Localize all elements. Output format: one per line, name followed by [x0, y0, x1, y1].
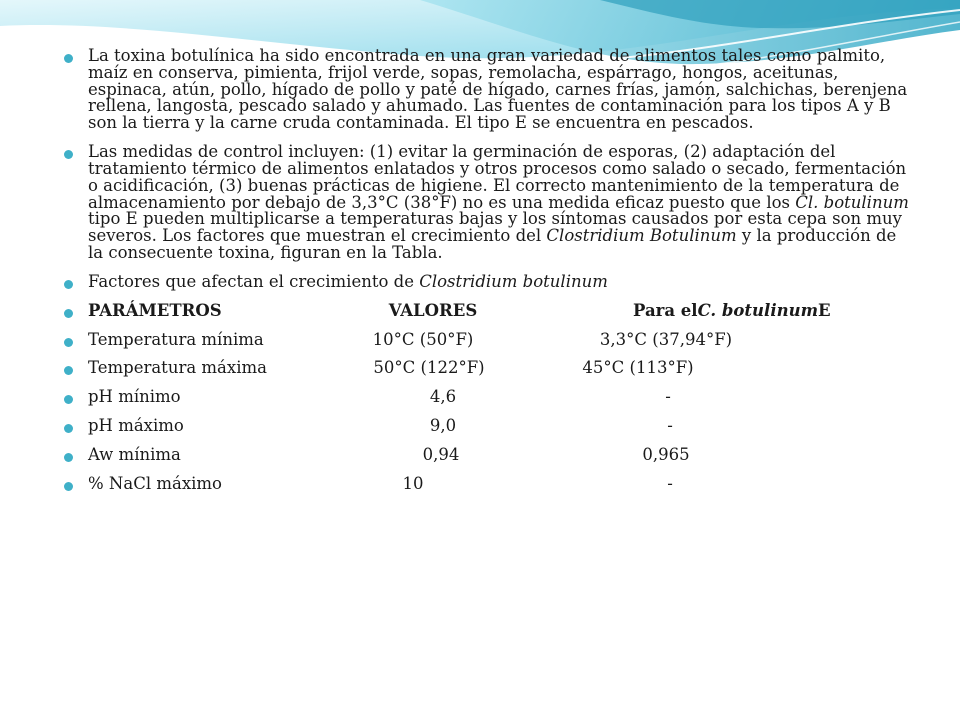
slide-content [62, 48, 912, 505]
bullet-paragraph-2 [62, 144, 912, 262]
row-botulinum: 0,965 [642, 444, 690, 464]
paragraph-text: tipo E pueden multiplicarse a temperaturas bajas y los síntomas causados por esta cepa son muy severos. Los factores que muestran el crecimiento del [88, 209, 902, 246]
table-row [62, 473, 912, 493]
table-header-text [88, 301, 831, 320]
paragraph-text: y la producción de la consecuente toxina, figuran en la Tabla. [88, 226, 897, 263]
row-param: Temperatura mínima [88, 329, 264, 349]
header-para-el: Para el [633, 300, 698, 320]
table-row [62, 444, 912, 464]
bullet-paragraph-1 [62, 48, 912, 132]
header-parametros: PARÁMETROS [88, 300, 222, 320]
row-valor: 0,94 [422, 444, 460, 464]
row-botulinum: 45°C (113°F) [582, 358, 694, 378]
row-valor: 9,0 [429, 416, 457, 436]
table-row [62, 389, 912, 406]
table-row [62, 360, 912, 377]
paragraph-text: Las medidas de control incluyen: (1) evitar la germinación de esporas, (2) adaptación del tratamiento térmico de alimentos enlatados y otros procesos como salado o secado, fermentación o acidificación, (3) buenas prácticas de higiene. El correcto mantenimiento de la temperatura de almacenamiento por debajo de 3,3°C (38°F) no es una medida eficaz puesto que los [88, 142, 907, 212]
row-botulinum: - [667, 473, 673, 493]
table-row [62, 418, 912, 435]
paragraph-text: Cl. botulinum [795, 192, 909, 212]
bullet-paragraph-3 [62, 271, 912, 291]
header-type: E [818, 300, 831, 320]
table-row [62, 329, 912, 349]
row-botulinum: - [665, 387, 671, 407]
header-valores: VALORES [388, 300, 478, 320]
row-param: % NaCl máximo [88, 473, 222, 493]
row-param: Temperatura máxima [88, 358, 267, 378]
paragraph-text: Clostridium botulinum [419, 271, 608, 291]
table-header-row [62, 300, 912, 320]
row-valor: 50°C (122°F) [373, 358, 485, 378]
row-valor: 10°C (50°F) [372, 329, 474, 349]
row-botulinum: 3,3°C (37,94°F) [599, 329, 733, 349]
row-param: pH máximo [88, 416, 184, 436]
bullet-list [62, 48, 912, 493]
row-valor: 4,6 [429, 387, 457, 407]
row-param: Aw mínima [88, 444, 181, 464]
paragraph-text: Factores que afectan el crecimiento de [88, 271, 420, 291]
paragraph-text: La toxina botulínica ha sido encontrada en una gran variedad de alimentos tales como palmito, maíz en conserva, pimienta, frijol verde, sopas, remolacha, espárrago, hongos, aceitunas, espinaca, atún, pollo, hígado de pollo y paté de hígado, carnes frías, jamón, salchichas, berenjena rellena, langosta, pescado salado y ahumado. Las fuentes de contaminación para los tipos A y B son la tierra y la carne cruda contaminada. El tipo E se encuentra en pescados. [88, 46, 908, 133]
row-param: pH mínimo [88, 387, 181, 407]
row-botulinum: - [667, 416, 673, 436]
paragraph-text: Clostridium Botulinum [546, 226, 737, 246]
row-valor: 10 [402, 473, 424, 493]
header-species: C. botulinum [697, 300, 819, 320]
